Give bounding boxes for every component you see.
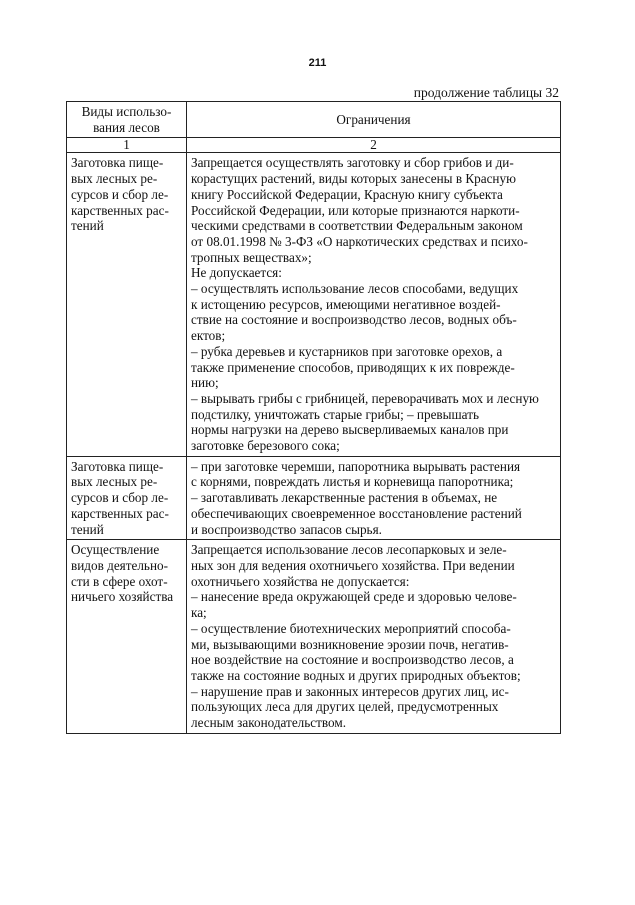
forest-use-type-line: Осуществление (71, 542, 160, 558)
forest-use-type-cell (67, 456, 187, 540)
restriction-text-line: ных зон для ведения охотничьего хозяйства. При ведении (191, 557, 515, 573)
restriction-text-line: подстилку, уничтожать старые грибы; – превышать (191, 406, 479, 422)
restriction-text-line: ка; (191, 605, 207, 621)
restrictions-cell (187, 540, 561, 733)
restriction-text-line: нормы нагрузки на дерево высверливаемых каналов при (191, 422, 509, 438)
table-column-number-row (67, 138, 561, 153)
restriction-text-line: – осуществление биотехнических мероприятий способа- (191, 620, 511, 636)
forest-use-type-line: карственных рас- (71, 505, 169, 521)
restriction-text-line: – нанесение вреда окружающей среде и здоровью челове- (191, 589, 517, 605)
restriction-text-line: охотничьего хозяйства не допускается: (191, 573, 410, 589)
forest-use-type-line: Заготовка пище- (71, 155, 164, 171)
forest-use-type-line: вых лесных ре- (71, 171, 158, 187)
column-number-2: 2 (187, 138, 561, 153)
restriction-text-line: лесным законодательством. (191, 715, 347, 731)
restriction-text-line: ческими средствами в соответствии Федеральным законом (191, 218, 523, 234)
restriction-text-line: пользующих леса для других целей, предусмотренных (191, 699, 499, 715)
restriction-text-line: – заготавливать лекарственные растения в объемах, не (191, 490, 498, 506)
table-row (67, 456, 561, 540)
forest-use-type-cell (67, 540, 187, 733)
table-row (67, 540, 561, 733)
restriction-text-line: заготовке березового сока; (191, 438, 340, 454)
restriction-text-line: обеспечивающих своевременное восстановление растений (191, 505, 522, 521)
restriction-text-line: нию; (191, 375, 219, 391)
forest-use-type-line: сурсов и сбор ле- (71, 186, 169, 202)
forest-use-type-line: тений (71, 521, 104, 537)
restrictions-cell (187, 153, 561, 456)
restriction-text-line: от 08.01.1998 № 3-ФЗ «О наркотических средствах и психо- (191, 233, 528, 249)
forest-use-type-line: тений (71, 218, 104, 234)
forest-use-type-line: ничьего хозяйства (71, 589, 174, 605)
forest-use-type-line: Заготовка пище- (71, 458, 164, 474)
restriction-text-line: ектов; (191, 328, 226, 344)
restriction-text-line: ное воздействие на состояние и воспроизводство лесов, а (191, 652, 514, 668)
forest-use-type-line: вых лесных ре- (71, 474, 158, 490)
restriction-text-line: ствие на состояние и воспроизводство лесов, водных объ- (191, 312, 517, 328)
restriction-text-line: также на состояние водных и других природных объектов; (191, 667, 521, 683)
restriction-text-line: к истощению ресурсов, имеющими негативное воздей- (191, 296, 501, 312)
table-continuation-label: продолжение таблицы 32 (413, 85, 559, 100)
forest-use-type-line: видов деятельно- (71, 557, 168, 573)
restriction-text-line: книгу Российской Федерации, Красную книгу субъекта (191, 186, 503, 202)
restriction-text-line: также применение способов, приводящих к их поврежде- (191, 359, 515, 375)
restriction-text-line: Запрещается осуществлять заготовку и сбор грибов и ди- (191, 155, 514, 171)
forest-use-type-line: сурсов и сбор ле- (71, 490, 169, 506)
table-row (67, 153, 561, 456)
forest-use-type-line: сти в сфере охот- (71, 573, 168, 589)
restriction-text-line: ми, вызывающими возникновение эрозии почв, негатив- (191, 636, 509, 652)
restriction-text-line: – вырывать грибы с грибницей, переворачивать мох и лесную (191, 390, 539, 406)
restriction-text-line: – осуществлять использование лесов способами, ведущих (191, 281, 519, 297)
table-header-row (67, 102, 561, 138)
restriction-text-line: – рубка деревьев и кустарников при заготовке орехов, а (191, 343, 503, 359)
column-number-1: 1 (67, 138, 187, 153)
restriction-text-line: Запрещается использование лесов лесопарковых и зеле- (191, 542, 507, 558)
restriction-text-line: – нарушение прав и законных интересов других лиц, ис- (191, 683, 509, 699)
restrictions-table (66, 101, 561, 734)
header-forest-use-types: Виды использо- вания лесов (67, 102, 187, 138)
restrictions-cell (187, 456, 561, 540)
restriction-text-line: с корнями, повреждать листья и корневища папоротника; (191, 474, 514, 490)
restriction-text-line: тропных веществах»; (191, 249, 312, 265)
forest-use-type-line: карственных рас- (71, 202, 169, 218)
forest-use-type-cell (67, 153, 187, 456)
restriction-text-line: Не допускается: (191, 265, 282, 281)
restriction-text-line: и воспроизводство запасов сырья. (191, 521, 382, 537)
page-number: 211 (308, 57, 327, 69)
header-restrictions: Ограничения (187, 102, 561, 138)
restriction-text-line: корастущих растений, виды которых занесены в Красную (191, 171, 516, 187)
restriction-text-line: Российской Федерации, или которые признаются наркоти- (191, 202, 520, 218)
restriction-text-line: – при заготовке черемши, папоротника вырывать растения (191, 458, 521, 474)
